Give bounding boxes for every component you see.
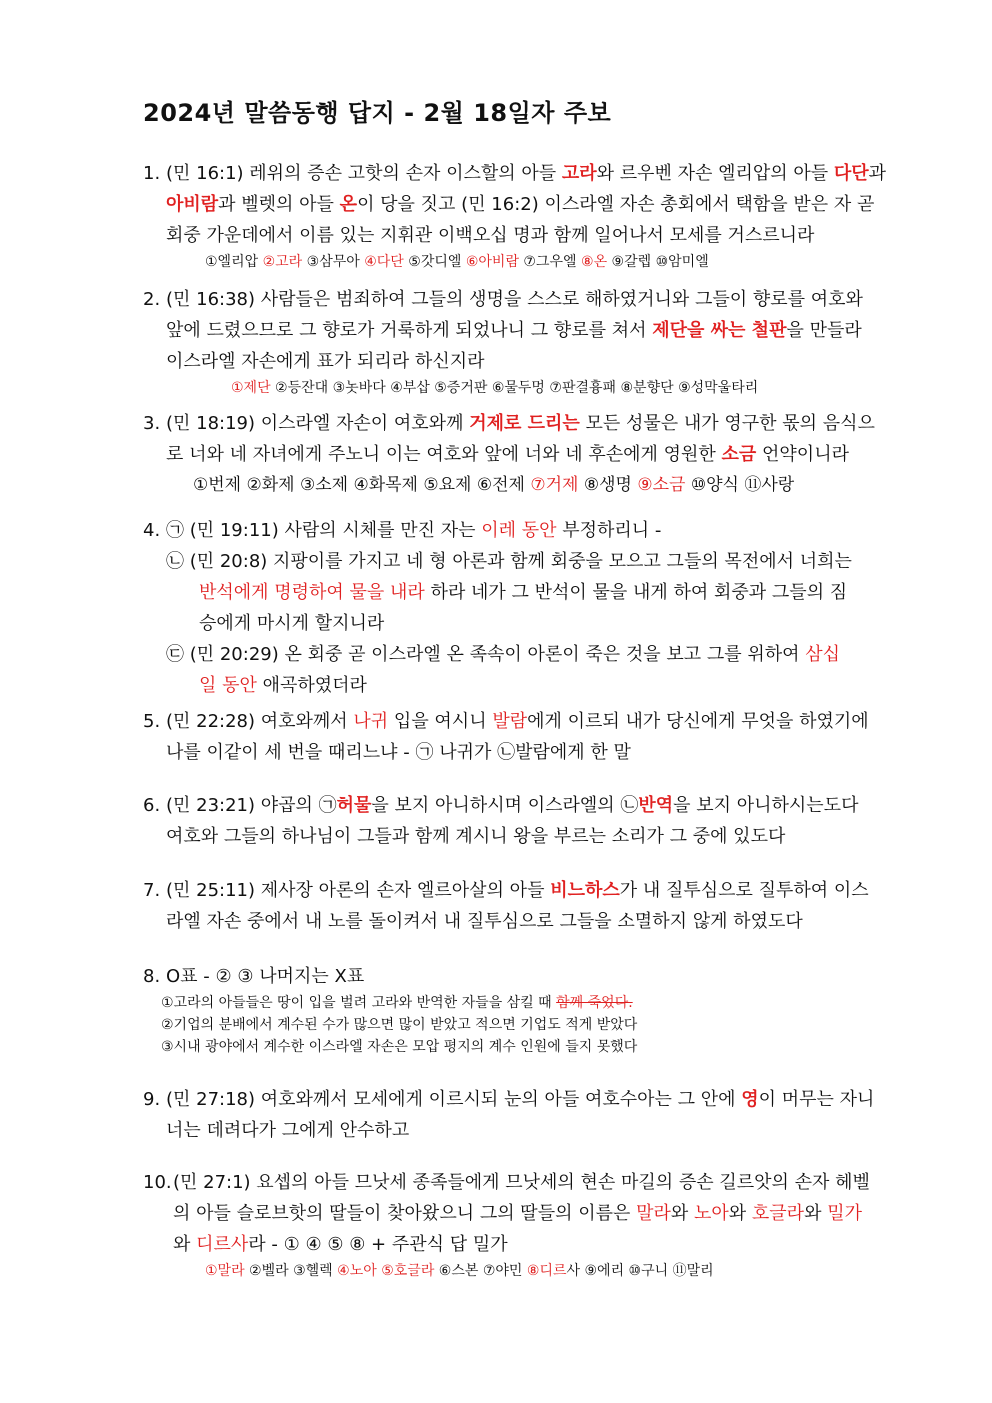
answer-highlight: 나귀 — [353, 711, 389, 732]
question-3: 3. (민 18:19) 이스라엘 자손이 여호와께 거제로 드리는 모든 성물은 내가 영구한 몫의 음식으 로 너와 네 자녀에게 주노니 이는 여호와 앞에 너와 네 후손에게 영원한 소금 언약이니라 ①번제 ②화제 ③소제 ④화목제 ⑤요제 ⑥전제 ⑦거제 ⑧생명 ⑨소금 ⑩양식 ⑪사랑 — [143, 408, 851, 501]
choice-list: ①제단 ②등잔대 ③놋바다 ④부삽 ⑤증거판 ⑥물두멍 ⑦판결흉패 ⑧분향단 ⑨성막울타리 — [231, 380, 759, 396]
answer-highlight: 디르사 — [196, 1234, 249, 1255]
statement-2: ②기업의 분배에서 계수된 수가 많으면 많이 받았고 적으면 기업도 적게 받았다 — [161, 1017, 638, 1033]
question-1: 1. (민 16:1) 레위의 증손 고핫의 손자 이스할의 아들 고라와 르우벤 자손 엘리압의 아들 다단과 아비람과 벨렛의 아들 온이 당을 짓고 (민 16:2) 이스라엘 자손 총회에서 택함을 받은 자 곧 회중 가운데에서 이름 있는 지휘관 이백오십 명과 함께 일어나서 모세를 거스르니라 ①엘리압 ②고라 ③삼무아 ④다단 ⑤갓디엘 ⑥아비람 ⑦그우엘 ⑧온 ⑨갈렙 ⑩암미엘 — [143, 158, 851, 273]
choice-list: ①번제 ②화제 ③소제 ④화목제 ⑤요제 ⑥전제 ⑦거제 ⑧생명 ⑨소금 ⑩양식 ⑪사랑 — [193, 475, 795, 495]
answer-highlight: 비느하스 — [550, 880, 620, 901]
answer-highlight: 삼십 — [805, 644, 840, 665]
choice-list: ①말라 ②벨라 ③헬렉 ④노아 ⑤호글라 ⑥스본 ⑦야민 ⑧디르사 ⑨에리 ⑩구니 ⑪말리 — [205, 1263, 714, 1279]
choice-list: ①엘리압 ②고라 ③삼무아 ④다단 ⑤갓디엘 ⑥아비람 ⑦그우엘 ⑧온 ⑨갈렙 ⑩암미엘 — [205, 254, 709, 270]
question-10: 10.(민 27:1) 요셉의 아들 므낫세 종족들에게 므낫세의 현손 마길의 증손 길르앗의 손자 헤벨 의 아들 슬로브핫의 딸들이 찾아왔으니 그의 딸들의 이름은 말라와 노아와 호글라와 밀가 와 디르사라 - ① ④ ⑤ ⑧ + 주관식 답 밀가 ①말라 ②벨라 ③헬렉 ④노아 ⑤호글라 ⑥스본 ⑦야민 ⑧디르사 ⑨에리 ⑩구니 ⑪말리 — [143, 1167, 851, 1282]
question-5: 5. (민 22:28) 여호와께서 나귀 입을 여시니 발람에게 이르되 내가 당신에게 무엇을 하였기에 나를 이같이 세 번을 때리느냐 - ㉠ 나귀가 ㉡발람에게 한 말 — [143, 706, 851, 768]
answer-highlight: 반역 — [638, 795, 674, 816]
question-number: 9. — [143, 1089, 161, 1110]
page-title: 2024년 말씀동행 답지 - 2월 18일자 주보 — [143, 99, 612, 127]
answer-highlight: 영 — [741, 1089, 759, 1110]
answer-highlight: 호글라 — [751, 1203, 805, 1224]
answer-highlight: 노아 — [694, 1203, 729, 1224]
answer-highlight: 온 — [339, 194, 358, 215]
question-number: 1. — [143, 163, 161, 184]
answer-highlight: 반석에게 명령하여 물을 내라 — [199, 582, 425, 603]
answer-highlight: 소금 — [721, 444, 757, 465]
question-number: 4. — [143, 520, 161, 541]
question-number: 5. — [143, 711, 161, 732]
answer-highlight: 일 동안 — [199, 675, 257, 696]
answer-highlight: 말라 — [636, 1203, 671, 1224]
question-number: 10. — [143, 1172, 172, 1193]
statement-3: ③시내 광야에서 계수한 이스라엘 자손은 모압 평지의 계수 인원에 들지 못했다 — [161, 1039, 638, 1055]
question-7: 7. (민 25:11) 제사장 아론의 손자 엘르아살의 아들 비느하스가 내 질투심으로 질투하여 이스 라엘 자손 중에서 내 노를 돌이켜서 내 질투심으로 그들을 소멸하지 않게 하였도다 — [143, 875, 851, 937]
answer-highlight: 발람 — [492, 711, 528, 732]
question-number: 8. — [143, 966, 161, 987]
answer-highlight: 제단을 싸는 철판 — [652, 320, 787, 341]
answer-highlight: 다단 — [833, 163, 869, 184]
answer-highlight: 고라 — [561, 163, 597, 184]
question-8: 8. O표 - ② ③ 나머지는 X표 ①고라의 아들들은 땅이 입을 벌려 고라와 반역한 자들을 삼킬 때 함께 죽었다. ②기업의 분배에서 계수된 수가 많으면 많이 받았고 적으면 기업도 적게 받았다 ③시내 광야에서 계수한 이스라엘 자손은 모압 평지의 계수 인원에 들지 못했다 — [143, 961, 851, 1058]
question-4: 4. ㉠ (민 19:11) 사람의 시체를 만진 자는 이레 동안 부정하리니 - ㉡ (민 20:8) 지팡이를 가지고 네 형 아론과 함께 회중을 모으고 그들의 목전에서 너희는 반석에게 명령하여 물을 내라 하라 네가 그 반석이 물을 내게 하여 회중과 그들의 짐 승에게 마시게 할지니라 ㉢ (민 20:29) 온 회중 곧 이스라엘 온 족속이 아론이 죽은 것을 보고 그를 위하여 삼십 일 동안 애곡하였더라 — [143, 515, 851, 701]
answer-highlight: 거제로 드리는 — [469, 413, 580, 434]
answer-highlight: 이레 동안 — [481, 520, 557, 541]
question-6: 6. (민 23:21) 야곱의 ㉠허물을 보지 아니하시며 이스라엘의 ㉡반역을 보지 아니하시는도다 여호와 그들의 하나님이 그들과 함께 계시니 왕을 부르는 소리가 그 중에 있도다 — [143, 790, 851, 852]
statement-1: ①고라의 아들들은 땅이 입을 벌려 고라와 반역한 자들을 삼킬 때 함께 죽었다. — [161, 995, 633, 1011]
answer-highlight: 허물 — [336, 795, 372, 816]
question-9: 9. (민 27:18) 여호와께서 모세에게 이르시되 눈의 아들 여호수아는 그 안에 영이 머무는 자니 너는 데려다가 그에게 안수하고 — [143, 1084, 851, 1146]
question-number: 6. — [143, 795, 161, 816]
question-2: 2. (민 16:38) 사람들은 범죄하여 그들의 생명을 스스로 해하였거니와 그들이 향로를 여호와 앞에 드렸으므로 그 향로가 거룩하게 되었나니 그 향로를 쳐서 제단을 싸는 철판을 만들라 이스라엘 자손에게 표가 되리라 하신지라 ①제단 ②등잔대 ③놋바다 ④부삽 ⑤증거판 ⑥물두멍 ⑦판결흉패 ⑧분향단 ⑨성막울타리 — [143, 284, 851, 399]
struck-answer: 함께 죽었다. — [556, 995, 633, 1011]
answer-highlight: 아비람 — [166, 194, 219, 215]
answer-highlight: 밀가 — [827, 1203, 862, 1224]
question-number: 3. — [143, 413, 161, 434]
question-number: 7. — [143, 880, 161, 901]
question-number: 2. — [143, 289, 161, 310]
